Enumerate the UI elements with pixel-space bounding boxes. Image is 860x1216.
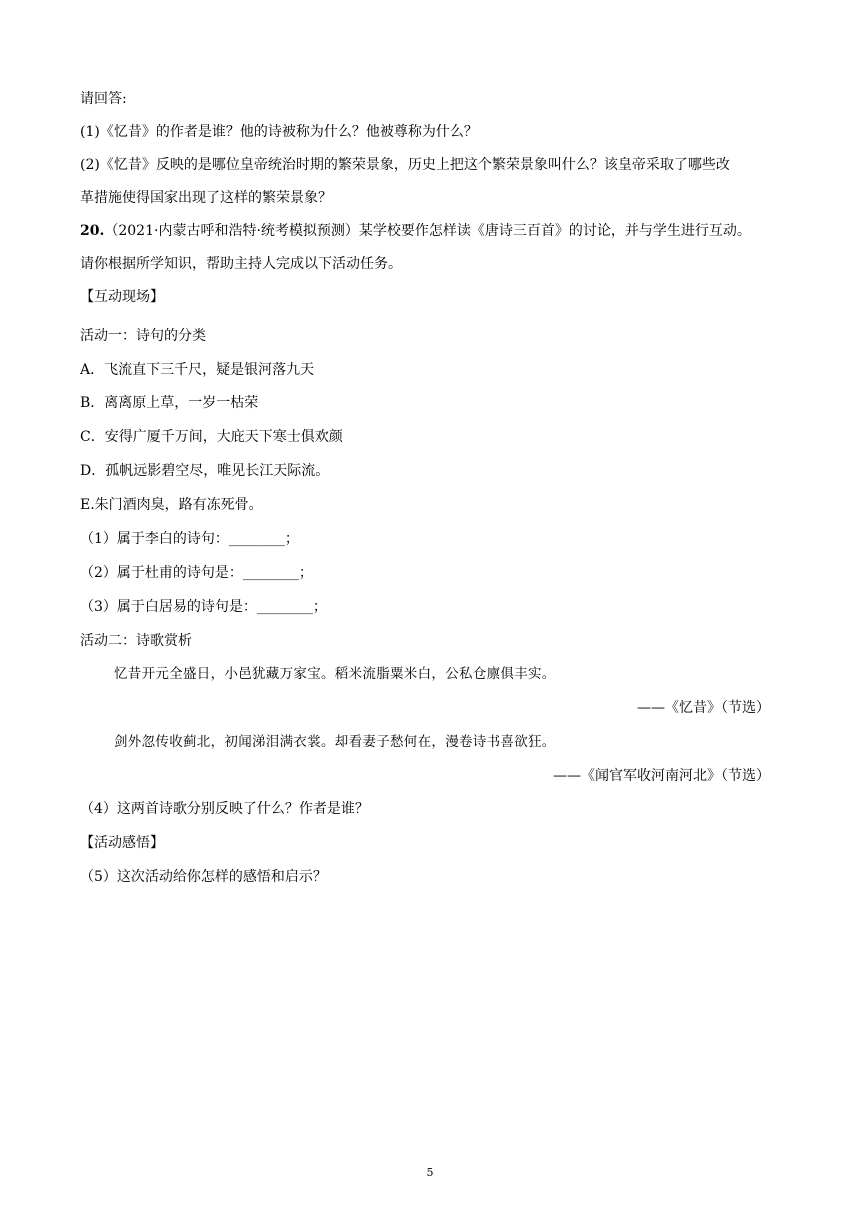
sub-question-5: （5）这次活动给你怎样的感悟和启示？ <box>80 869 327 885</box>
activity-1-heading: 活动一：诗句的分类 <box>80 328 206 344</box>
poem-1: 忆昔开元全盛日，小邑犹藏万家宝。稻米流脂粟米白，公私仓廪俱丰实。 <box>114 666 556 682</box>
question-2-line-1: (2)《忆昔》反映的是哪位皇帝统治时期的繁荣景象，历史上把这个繁荣景象叫什么？该皇帝采取了哪些改 <box>80 157 730 173</box>
question-2-line-2: 革措施使得国家出现了这样的繁荣景象？ <box>80 190 332 206</box>
question-1: (1)《忆昔》的作者是谁？他的诗被称为什么？他被尊称为什么？ <box>80 124 478 140</box>
poem-1-attribution: ——《忆昔》（节选） <box>637 700 770 716</box>
sub-question-4: （4）这两首诗歌分别反映了什么？作者是谁？ <box>80 801 369 817</box>
option-e: E.朱门酒肉臭，路有冻死骨。 <box>80 497 263 513</box>
page-number: 5 <box>426 1166 434 1179</box>
question-20-number: 20. <box>80 223 105 239</box>
sub-question-1: （1）属于李白的诗句：________； <box>80 531 299 547</box>
option-a: A．飞流直下三千尺，疑是银河落九天 <box>80 362 315 378</box>
poem-2: 剑外忽传收蓟北，初闻涕泪满衣裳。却看妻子愁何在，漫卷诗书喜欲狂。 <box>114 734 556 750</box>
reflection-heading: 【活动感悟】 <box>80 835 164 851</box>
option-d: D．孤帆远影碧空尽，唯见长江天际流。 <box>80 463 330 479</box>
option-c: C．安得广厦千万间，大庇天下寒士俱欢颜 <box>80 429 343 445</box>
scene-heading: 【互动现场】 <box>80 289 164 305</box>
question-20-line-1 <box>80 222 751 240</box>
sub-question-3: （3）属于白居易的诗句是：________； <box>80 599 327 615</box>
question-20-text: （2021·内蒙古呼和浩特·统考模拟预测）某学校要作怎样读《唐诗三百首》的讨论，并与学生进行互动。 <box>104 223 751 239</box>
activity-2-heading: 活动二：诗歌赏析 <box>80 633 192 649</box>
please-answer: 请回答: <box>80 91 127 107</box>
question-20-line-2: 请你根据所学知识，帮助主持人完成以下活动任务。 <box>80 256 402 272</box>
poem-2-attribution: ——《闻官军收河南河北》（节选） <box>553 768 770 784</box>
option-b: B．离离原上草，一岁一枯荣 <box>80 395 259 411</box>
sub-question-2: （2）属于杜甫的诗句是：________； <box>80 565 313 581</box>
